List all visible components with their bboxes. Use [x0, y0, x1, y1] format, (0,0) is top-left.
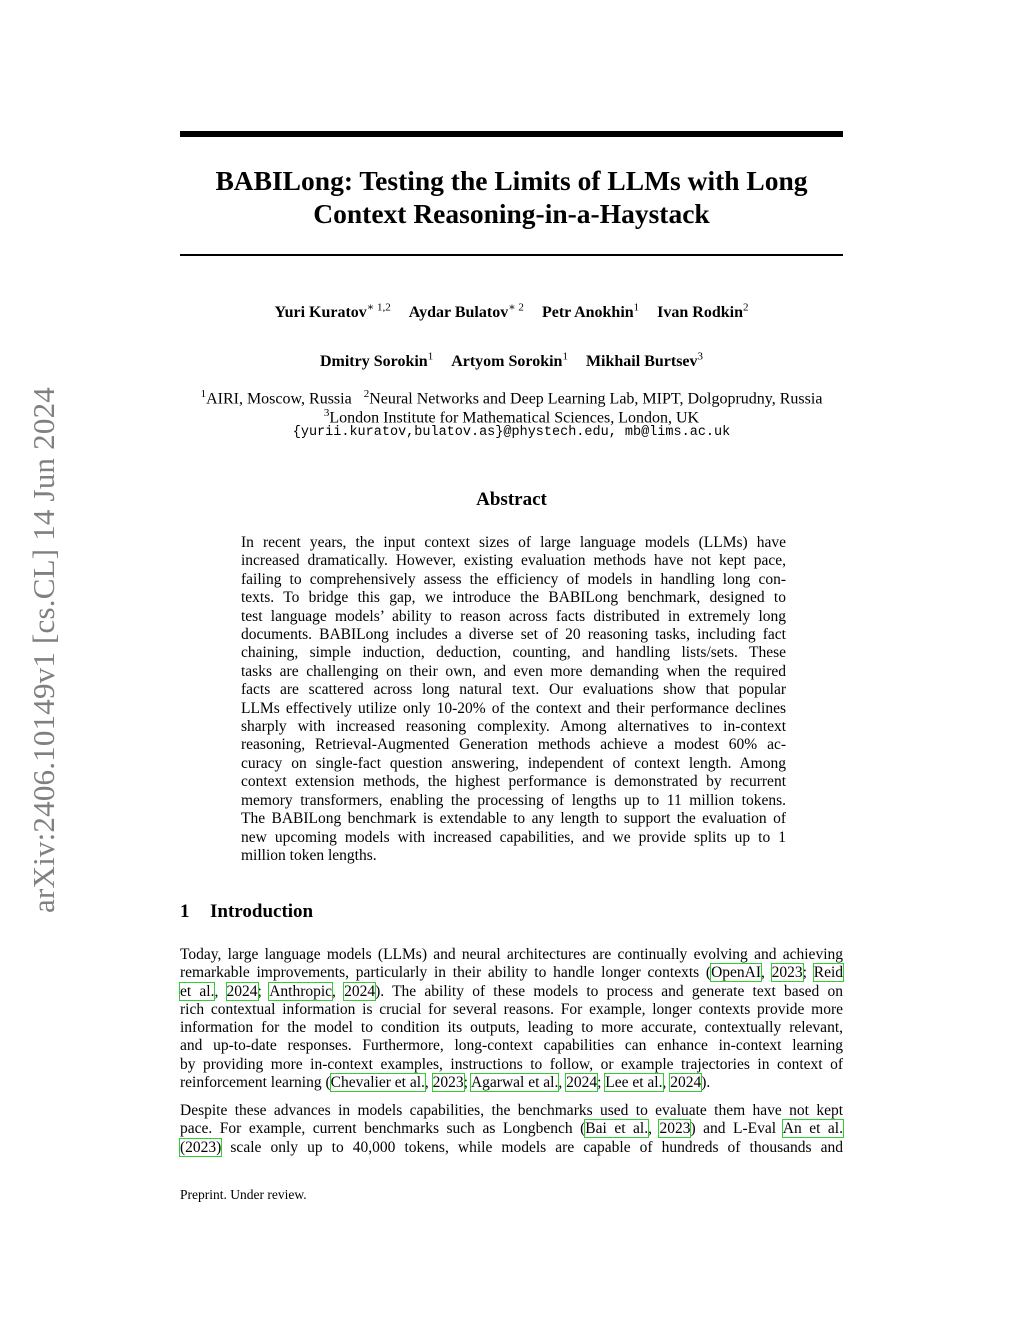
paragraph-line: rich contextual information is crucial for several reasons. For example, longer contexts provide more — [180, 1000, 843, 1018]
citation-link[interactable]: (2023) — [180, 1138, 222, 1156]
intro-paragraph-2 — [180, 1102, 843, 1157]
intro-paragraph-1 — [180, 946, 843, 1092]
abstract-line: sharply with increased reasoning complexity. Among alternatives to in-context — [241, 718, 786, 736]
citation-link[interactable]: 2024 — [670, 1074, 702, 1092]
title-line-2: Context Reasoning-in-a-Haystack — [313, 198, 710, 229]
paragraph-line: (2023) scale only up to 40,000 tokens, while models are capable of hundreds of thousands and — [180, 1138, 843, 1156]
abstract-line: documents. BABILong includes a diverse set of 20 reasoning tasks, including fact — [241, 626, 786, 644]
abstract-line: million token lengths. — [241, 846, 377, 864]
citation-link[interactable]: 2024 — [226, 982, 258, 1000]
section-title: Introduction — [210, 901, 314, 922]
abstract-line: new upcoming models with increased capabilities, and we provide splits up to 1 — [241, 828, 786, 846]
abstract-line: reasoning, Retrieval-Augmented Generation methods achieve a modest 60% ac- — [241, 736, 786, 754]
author-emails: {yurii.kuratov,bulatov.as}@phystech.edu, mb@lims.ac.uk — [292, 425, 731, 440]
author: Mikhail Burtsev$^3$ — [585, 351, 704, 371]
abstract-line: chaining, simple induction, deduction, counting, and handling lists/sets. These — [241, 644, 786, 662]
abstract-line: test language models’ ability to reason across facts distributed in extremely long — [241, 607, 786, 625]
citation-link[interactable]: 2023 — [432, 1074, 464, 1092]
abstract-heading: Abstract — [476, 489, 547, 510]
citation-link[interactable]: Lee et al. — [605, 1074, 663, 1092]
citation-link[interactable]: et al. — [180, 982, 215, 1000]
citation-link[interactable]: An et al. — [782, 1120, 843, 1138]
citation-link[interactable]: Agarwal et al. — [470, 1074, 559, 1092]
section-number: 1 — [180, 901, 190, 922]
author-list-row-2 — [180, 347, 843, 372]
paragraph-line: Today, large language models (LLMs) and neural architectures are continually evolving and achieving — [180, 946, 843, 963]
title-line-1: BABILong: Testing the Limits of LLMs with Long — [215, 165, 808, 196]
title-top-rule — [180, 131, 843, 137]
abstract-line: facts are scattered across long natural text. Our evaluations show that popular — [241, 681, 786, 699]
author: Petr Anokhin$^1$ — [541, 302, 640, 322]
paragraph-line: et al., 2024; Anthropic, 2024). The ability of these models to process and generate text based on — [180, 982, 843, 1000]
citation-link[interactable]: OpenAI — [711, 964, 762, 982]
paragraph-line: remarkable improvements, particularly in their ability to handle longer contexts (OpenAI, 2023; Reid — [180, 964, 844, 982]
citation-link[interactable]: Chevalier et al. — [330, 1074, 425, 1092]
abstract-line: failing to comprehensively assess the efficiency of models in handling long con- — [241, 570, 786, 588]
paragraph-line: Despite these advances in models capabilities, the benchmarks used to evaluate them have not kept — [180, 1102, 843, 1119]
affiliations-line-1: $^1$AIRI, Moscow, Russia $^2$Neural Networks and Deep Learning Lab, MIPT, Dolgoprudny, Russia — [200, 388, 823, 408]
author: Ivan Rodkin$^2$ — [657, 302, 749, 322]
citation-link[interactable]: 2023 — [659, 1120, 691, 1138]
paragraph-line: reinforcement learning (Chevalier et al., 2023; Agarwal et al., 2024; Lee et al., 2024). — [180, 1074, 711, 1092]
abstract-line: texts. To bridge this gap, we introduce the BABILong benchmark, designed to — [241, 589, 786, 607]
abstract-line: In recent years, the input context sizes of large language models (LLMs) have — [241, 534, 786, 551]
citation-link[interactable]: 2023 — [771, 964, 803, 982]
abstract-line: context extension methods, the highest performance is demonstrated by recurrent — [241, 773, 786, 791]
citation-link[interactable]: Reid — [813, 964, 844, 982]
abstract-line: tasks are challenging on their own, and even more demanding when the required — [241, 662, 786, 680]
section-heading-introduction — [180, 901, 313, 923]
paragraph-line: pace. For example, current benchmarks such as Longbench (Bai et al., 2023) and L-Eval An et al. — [180, 1120, 843, 1138]
abstract-line: increased dramatically. However, existing evaluation methods have not kept pace, — [241, 552, 786, 570]
affiliations-line-2: $^3$London Institute for Mathematical Sciences, London, UK — [323, 407, 700, 427]
author-list-row-1 — [180, 298, 843, 323]
paragraph-line: and up-to-date responses. Furthermore, long-context capabilities can enhance in-context learning — [180, 1037, 843, 1055]
paragraph-line: by providing more in-context examples, instructions to follow, or example trajectories in context of — [180, 1055, 843, 1073]
abstract-body — [241, 534, 786, 865]
abstract-line: The BABILong benchmark is extendable to any length to support the evaluation of — [241, 810, 786, 828]
paper-title — [180, 164, 843, 230]
paragraph-line: information for the model to condition its outputs, leading to more accurate, contextually relevant, — [180, 1019, 843, 1037]
author: Artyom Sorokin$^1$ — [451, 351, 568, 371]
arxiv-stamp-text: arXiv:2406.10149v1 [cs.CL] 14 Jun 2024 — [26, 387, 61, 913]
footer-note: Preprint. Under review. — [180, 1187, 307, 1202]
citation-link[interactable]: 2024 — [566, 1074, 598, 1092]
title-bottom-rule — [180, 254, 843, 256]
citation-link[interactable]: 2024 — [344, 982, 376, 1000]
author: Dmitry Sorokin$^1$ — [319, 351, 434, 371]
author: Yuri Kuratov$^{∗ 1,2}$ — [274, 302, 391, 322]
author: Aydar Bulatov$^{∗ 2}$ — [408, 302, 524, 322]
citation-link[interactable]: Bai et al. — [585, 1120, 649, 1138]
citation-link[interactable]: Anthropic — [269, 982, 333, 1000]
abstract-line: curacy on single-fact question answering, independent of context length. Among — [241, 754, 786, 772]
abstract-line: LLMs effectively utilize only 10-20% of the context and their performance declines — [241, 699, 786, 717]
abstract-line: memory transformers, enabling the processing of lengths up to 11 million tokens. — [241, 791, 786, 809]
